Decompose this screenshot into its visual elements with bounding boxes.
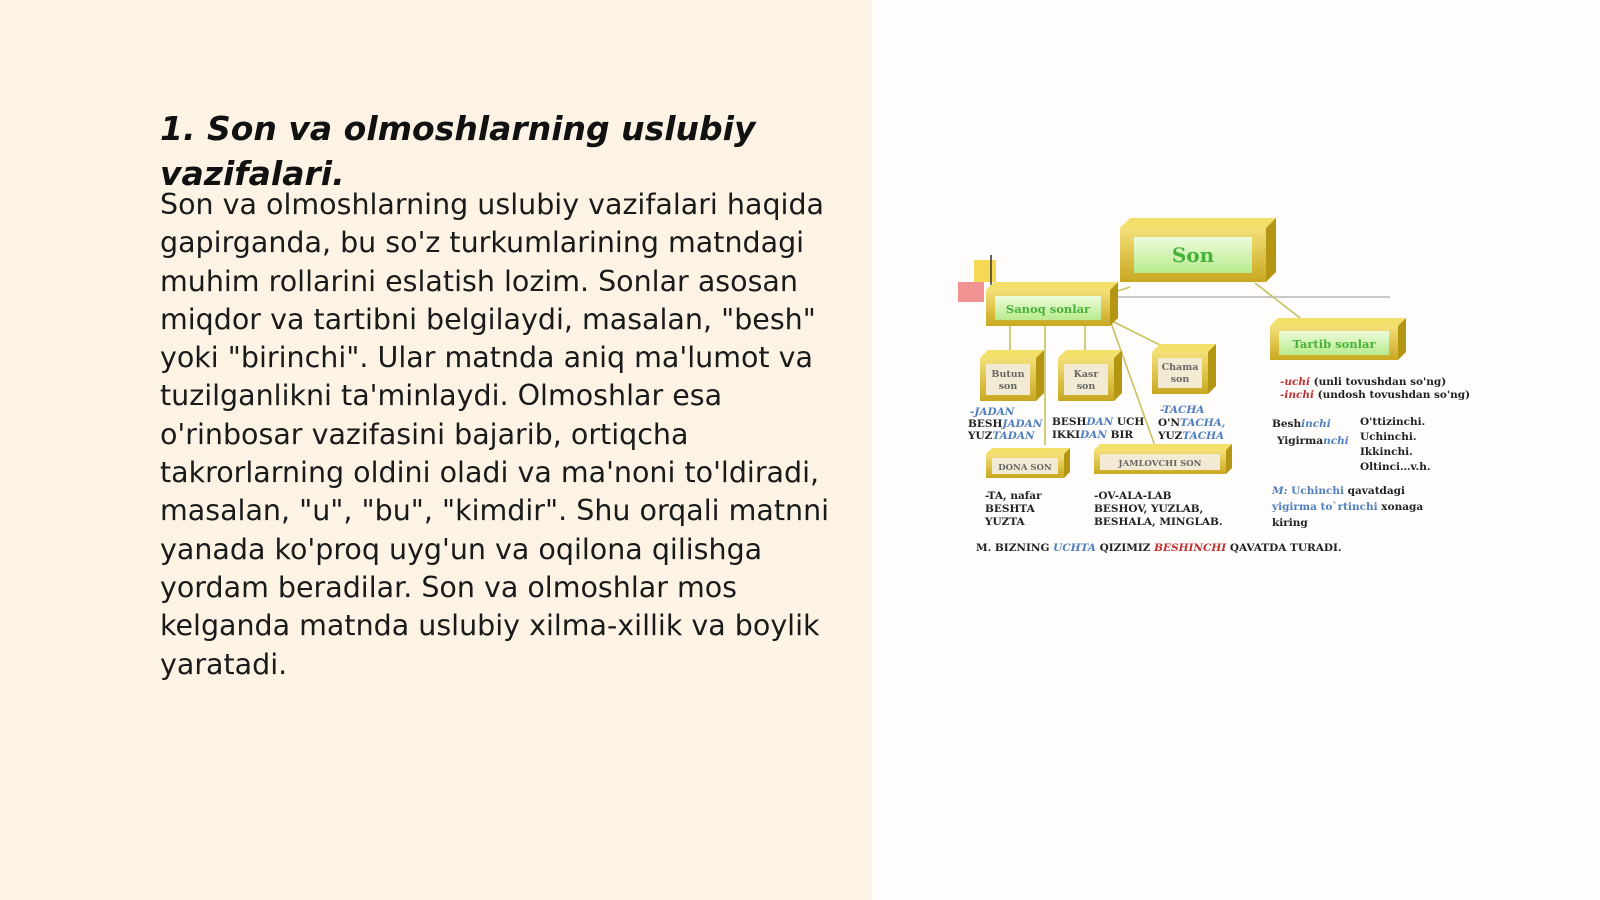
box-chama-label-1: Chama: [1161, 362, 1199, 373]
box-jamlovchi-son: [1094, 444, 1232, 474]
svg-text:-inchi (undosh tovushdan so'ng: -inchi (undosh tovushdan so'ng): [1280, 389, 1471, 401]
box-jamlovchi-label: JAMLOVCHI SON: [1118, 459, 1202, 469]
box-son: [1120, 218, 1276, 282]
svg-text:-TA, nafar: -TA, nafar: [985, 490, 1042, 502]
box-kasr-label-2: son: [1076, 381, 1096, 392]
svg-text:YUZTA: YUZTA: [985, 516, 1025, 528]
svg-text:YUZTADAN: YUZTADAN: [968, 430, 1035, 442]
svg-text:BESHJADAN: BESHJADAN: [968, 418, 1043, 430]
box-chama-son: [1152, 344, 1216, 394]
tartib-example-sentence: [1271, 485, 1423, 529]
slide-body-text: Son va olmoshlarning uslubiy vazifalari haqida gapirganda, bu so'z turkumlarining matndagi muhim rollarini eslatish lozim. Sonlar asosan miqdor va tartibni belgilaydi, masalan, "besh" yoki "birinchi". Ular matnda aniq ma'lumot va tuzilganlikni ta'minlaydi. Olmoshlar esa o'rinbosar vazifasini bajarib, ortiqcha takrorlarning oldini oladi va ma'noni to'ldiradi, masalan, "u", "bu", "kimdir". Shu orqali matnni yanada ko'proq uyg'un va oqilona qilishga yordam beradilar. Son va olmoshlar mos kelganda matnda uslubiy xilma-xillik va boylik yaratadi.: [160, 188, 830, 681]
tartib-examples: [1272, 416, 1430, 473]
bottom-example-sentence: [976, 542, 1342, 554]
box-tartib-label: Tartib sonlar: [1292, 337, 1376, 351]
svg-text:-TACHA: -TACHA: [1160, 404, 1205, 416]
svg-text:M: Uchinchi qavatdagi: M: Uchinchi qavatdagi: [1272, 485, 1406, 497]
svg-text:BESHOV, YUZLAB,: BESHOV, YUZLAB,: [1094, 503, 1204, 515]
chama-examples: [1157, 404, 1225, 442]
svg-text:O'NTACHA,: O'NTACHA,: [1158, 417, 1226, 429]
box-tartib-sonlar: [1270, 318, 1406, 360]
svg-text:Oltinci…v.h.: Oltinci…v.h.: [1360, 461, 1431, 473]
svg-text:IKKIDAN BIR: IKKIDAN BIR: [1052, 429, 1134, 441]
svg-text:-JADAN: -JADAN: [970, 406, 1015, 418]
svg-text:BESHDAN UCH: BESHDAN UCH: [1052, 416, 1145, 428]
svg-text:Beshinchi: Beshinchi: [1272, 418, 1331, 430]
tartib-suffix-notes: [1280, 376, 1470, 401]
box-butun-label-2: son: [998, 381, 1018, 392]
box-dona-label: DONA SON: [998, 463, 1052, 473]
box-son-label: Son: [1171, 243, 1215, 267]
box-chama-label-2: son: [1170, 374, 1190, 385]
svg-text:Yigirmanchi: Yigirmanchi: [1277, 435, 1349, 447]
box-dona-son: [986, 448, 1070, 478]
svg-text:BESHTA: BESHTA: [985, 503, 1035, 515]
son-classification-diagram: [950, 210, 1471, 560]
dona-examples: [984, 490, 1042, 528]
svg-text:M. BIZNING UCHTA QIZIMIZ BESHI: M. BIZNING UCHTA QIZIMIZ BESHINCHI QAVATDA TURADI.: [976, 542, 1342, 554]
svg-text:YUZTACHA: YUZTACHA: [1158, 430, 1225, 442]
box-kasr-label-1: Kasr: [1073, 369, 1099, 380]
box-kasr-son: [1058, 350, 1122, 401]
svg-text:Uchinchi.: Uchinchi.: [1360, 431, 1417, 443]
svg-text:-OV-ALA-LAB: -OV-ALA-LAB: [1094, 490, 1172, 502]
box-sanoq-label: Sanoq sonlar: [1005, 302, 1091, 316]
box-butun-label-1: Butun: [991, 369, 1025, 380]
svg-text:yigirma to`rtinchi xonaga: yigirma to`rtinchi xonaga: [1272, 501, 1424, 513]
box-butun-son: [980, 350, 1044, 401]
box-sanoq-sonlar: [986, 282, 1118, 326]
svg-text:kiring: kiring: [1272, 517, 1308, 529]
svg-text:O'ttizinchi.: O'ttizinchi.: [1360, 416, 1426, 428]
svg-text:BESHALA, MINGLAB.: BESHALA, MINGLAB.: [1094, 516, 1223, 528]
butun-examples: [967, 406, 1043, 442]
svg-text:-uchi (unli tovushdan so'ng): -uchi (unli tovushdan so'ng): [1280, 376, 1447, 388]
jamlovchi-examples: [1094, 490, 1223, 528]
kasr-examples: [1052, 416, 1144, 441]
slide-title: 1. Son va olmoshlarning uslubiy vazifalari.: [160, 109, 756, 193]
svg-text:Ikkinchi.: Ikkinchi.: [1360, 446, 1413, 458]
